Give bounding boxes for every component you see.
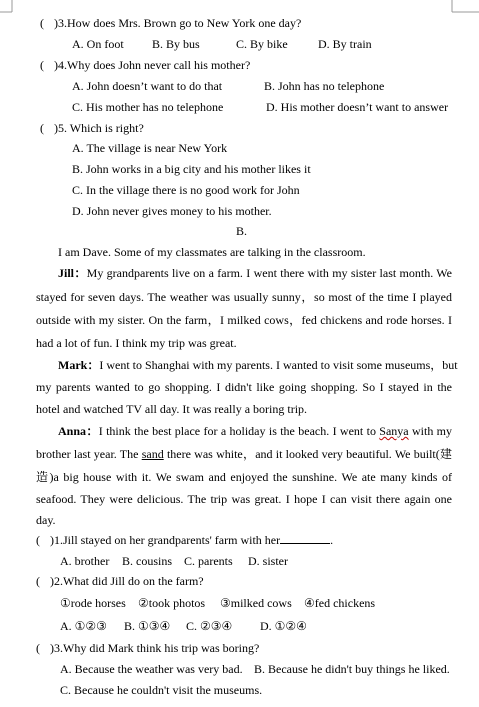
speaker-name-jill: Jill： — [58, 266, 87, 280]
speaker-name-anna: Anna： — [58, 424, 99, 438]
keyword-sand: sand — [141, 447, 164, 461]
speaker-name-mark: Mark： — [58, 358, 100, 372]
section-heading: B. — [236, 224, 248, 238]
question-stem: 1.Jill stayed on her grandparents' farm with her — [54, 533, 281, 547]
answer-paren-open: ( — [36, 533, 40, 547]
option: B. John works in a big city and his mother likes it — [72, 162, 311, 176]
mark-paragraph-line: Mark：I went to Shanghai with my parents. I wanted to visit some museums，but — [58, 358, 458, 372]
option: D. By train — [318, 37, 372, 51]
answer-paren-open: ( — [36, 574, 40, 588]
answer-paren-open: ( — [40, 58, 44, 72]
answer-paren-close: ) — [50, 641, 54, 655]
anna-paragraph-line: Anna：I think the best place for a holiday is the beach. I went to Sanya with my — [58, 424, 453, 438]
question-stem: 3.How does Mrs. Brown go to New York one day? — [58, 16, 302, 30]
question-1: ( )1.Jill stayed on her grandparents' farm with her . — [36, 533, 334, 547]
option: B. John has no telephone — [264, 79, 385, 93]
answer-paren-close: ) — [54, 58, 58, 72]
answer-paren-close: ) — [50, 574, 54, 588]
jill-paragraph-line: had a lot of fun. I think my trip was great. — [36, 336, 237, 350]
jill-paragraph-line: stayed for seven days. The weather was usually sunny，so most of the time I played — [36, 290, 452, 304]
answer-paren-close: ) — [54, 121, 58, 135]
option: C. ②③④ — [186, 619, 233, 633]
place-name-sanya: Sanya — [379, 424, 409, 438]
option: D. ①②④ — [260, 619, 307, 633]
option: A. On foot — [72, 37, 124, 51]
answer-blank[interactable] — [280, 533, 330, 544]
question-stem: 5. Which is right? — [58, 121, 144, 135]
page-corner-mark-right — [440, 0, 479, 20]
anna-paragraph-line: day. — [36, 513, 56, 527]
anna-paragraph-line: 造)a big house with it. We swam and enjoyed the sunshine. We ate many kinds of — [36, 470, 452, 484]
question-3 — [36, 641, 259, 655]
option: A. John doesn’t want to do that — [72, 79, 223, 93]
answer-paren-close: ) — [50, 533, 54, 547]
anna-paragraph-line: seafood. They were delicious. The trip was great. I hope I can visit there again one — [36, 492, 452, 506]
option: C. parents — [184, 554, 233, 568]
option: D. sister — [248, 554, 288, 568]
answer-paren-open: ( — [40, 121, 44, 135]
list-item: ②took photos — [138, 596, 206, 610]
option: B. cousins — [122, 554, 173, 568]
option: A. Because the weather was very bad. — [60, 662, 243, 676]
option: D. His mother doesn’t want to answer — [266, 100, 449, 114]
passage-intro: I am Dave. Some of my classmates are talking in the classroom. — [58, 245, 366, 259]
answer-paren-open: ( — [36, 641, 40, 655]
list-item: ①rode horses — [60, 596, 126, 610]
question-stem: 2.What did Jill do on the farm? — [54, 574, 204, 588]
mark-paragraph-line: my parents wanted to go shopping. I didn't like going shopping. So I stayed in the — [36, 380, 452, 394]
option: B. ①③④ — [124, 619, 171, 633]
option: C. In the village there is no good work for John — [72, 183, 300, 197]
option: C. Because he couldn't visit the museums. — [60, 683, 263, 697]
list-item: ③milked cows — [220, 596, 292, 610]
question-4-part1 — [40, 58, 250, 72]
question-3-part1 — [40, 16, 301, 30]
question-5-part1 — [40, 121, 144, 135]
question-2 — [36, 574, 204, 588]
option: B. By bus — [152, 37, 200, 51]
answer-paren-open: ( — [40, 16, 44, 30]
question-stem: 4.Why does John never call his mother? — [58, 58, 251, 72]
option: A. ①②③ — [60, 619, 107, 633]
jill-paragraph-line: Jill：My grandparents live on a farm. I went there with my sister last month. We — [58, 266, 452, 280]
list-item: ④fed chickens — [304, 596, 376, 610]
question-stem: 3.Why did Mark think his trip was boring? — [54, 641, 260, 655]
option: B. Because he didn't buy things he liked. — [254, 662, 450, 676]
option: C. By bike — [236, 37, 288, 51]
option: C. His mother has no telephone — [72, 100, 224, 114]
option: D. John never gives money to his mother. — [72, 204, 272, 218]
mark-paragraph-line: hotel and watched TV all day. It was really a boring trip. — [36, 402, 308, 416]
jill-paragraph-line: outside with my sister. On the farm，I milked cows，fed chickens and rode horses. I — [36, 313, 452, 327]
anna-paragraph-line: brother last year. The sand there was white，and it looked very beautiful. We built(建 — [36, 447, 452, 461]
page-corner-mark-left — [0, 0, 20, 20]
option: A. The village is near New York — [72, 141, 228, 155]
answer-paren-close: ) — [54, 16, 58, 30]
option: A. brother — [60, 554, 110, 568]
